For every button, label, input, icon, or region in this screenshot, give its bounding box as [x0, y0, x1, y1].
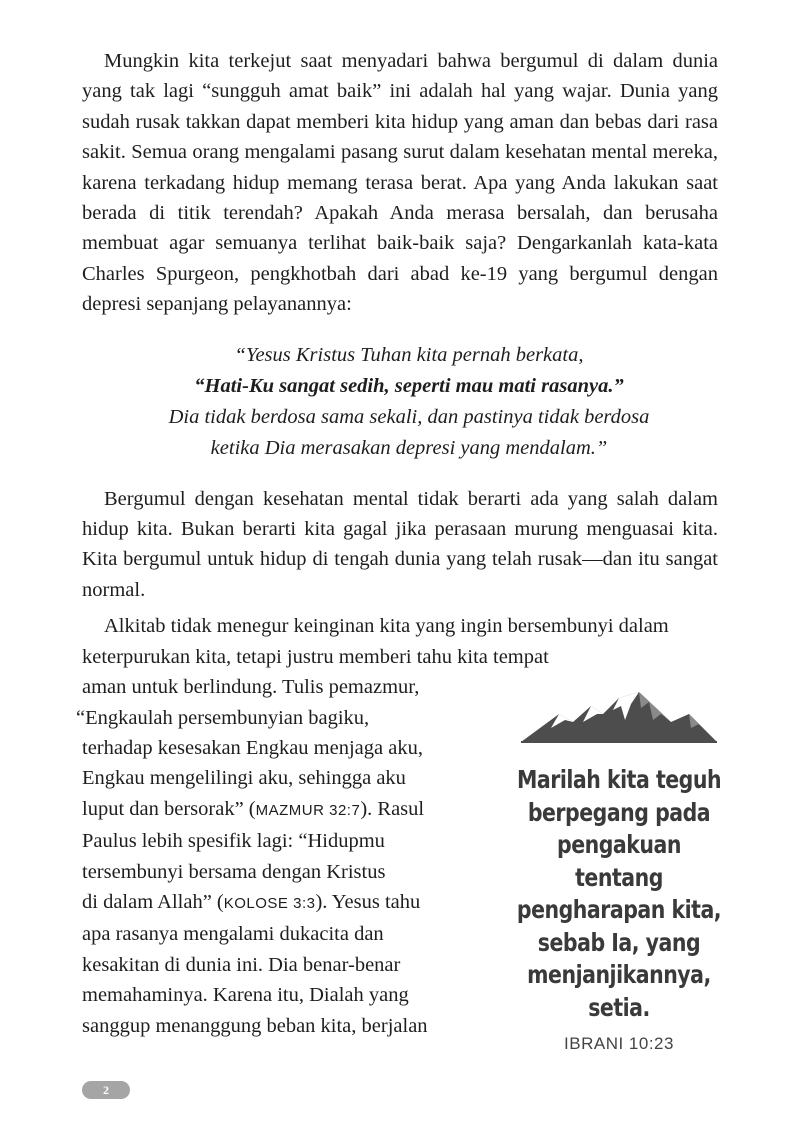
scripture-reference: MAZMUR 32:7	[255, 801, 361, 819]
page-content	[76, 46, 722, 1072]
spurgeon-quote	[82, 340, 718, 464]
callout-line: Marilah kita teguh	[516, 765, 722, 795]
text-line: Engkau mengelilingi aku, sehingga aku	[82, 767, 406, 790]
callout-line: menjanjikannya,	[527, 960, 711, 990]
text-line: Paulus lebih spesifik lagi: “Hidupmu	[82, 830, 385, 853]
quote-line-2: “Hati-Ku sangat sedih, seperti mau mati rasanya.”	[194, 374, 624, 397]
callout-verse-text	[512, 764, 725, 1024]
text-fragment: ). Rasul	[360, 797, 425, 820]
callout-line: sebab Ia, yang	[537, 927, 701, 957]
text-fragment: di dalam Allah” (	[82, 890, 224, 913]
text-line: apa rasanya mengalami dukacita dan	[82, 923, 384, 946]
text-line: sanggup menanggung beban kita, berjalan	[82, 1014, 428, 1037]
text-fragment: ). Yesus tahu	[315, 890, 421, 913]
callout-line: pengharapan kita,	[516, 895, 722, 925]
text-line: kesakitan di dunia ini. Dia benar-benar	[82, 953, 401, 976]
callout-line: setia.	[588, 992, 650, 1022]
text-line: tersembunyi bersama dengan Kristus	[82, 860, 386, 883]
text-line	[82, 887, 492, 919]
callout-reference: IBRANI 10:23	[564, 1034, 674, 1054]
text-fragment: luput dan bersorak” (	[82, 797, 256, 820]
mountains-icon	[521, 692, 717, 744]
wrapped-text-block	[76, 672, 722, 1072]
callout-line: pengakuan tentang	[557, 830, 681, 892]
text-line: memahaminya. Karena itu, Dialah yang	[82, 984, 409, 1007]
text-line: “Engkaulah persembunyian bagiku,	[76, 706, 370, 729]
paragraph-bible-top: Alkitab tidak menegur keinginan kita yang ingin bersembunyi dalam keterpurukan kita, tetapi justru memberi tahu kita tempat	[82, 615, 669, 668]
scripture-reference: KOLOSE 3:3	[223, 894, 316, 912]
verse-callout	[512, 692, 726, 1054]
paragraph-bible-wrapped	[76, 672, 492, 1041]
quote-line-1: “Yesus Kristus Tuhan kita pernah berkata,	[234, 343, 584, 366]
paragraph-intro: Mungkin kita terkejut saat menyadari bahwa bergumul di dalam dunia yang tak lagi “sungguh amat baik” ini adalah hal yang wajar. Dunia yang sudah rusak takkan dapat memberi kita hidup yang aman dan bebas dari rasa sakit. Semua orang mengalami pasang surut dalam kesehatan mental mereka, karena terkadang hidup memang terasa berat. Apa yang Anda lakukan saat berada di titik terendah? Apakah Anda merasa bersalah, dan berusaha membuat agar semuanya terlihat baik-baik saja? Dengarkanlah kata-kata Charles Spurgeon, pengkhotbah dari abad ke-19 yang bergumul dengan depresi sepanjang pelayanannya:	[82, 50, 718, 316]
quote-line-3: Dia tidak berdosa sama sekali, dan pastinya tidak berdosa	[168, 405, 650, 428]
paragraph-mental-health: Bergumul dengan kesehatan mental tidak berarti ada yang salah dalam hidup kita. Bukan berarti kita gagal jika perasaan murung menguasai kita. Kita bergumul untuk hidup di tengah dunia yang telah rusak—dan itu sangat normal.	[82, 487, 718, 601]
text-line: terhadap kesesakan Engkau menjaga aku,	[82, 736, 423, 759]
quote-line-4: ketika Dia merasakan depresi yang mendalam.”	[210, 436, 608, 459]
text-line	[82, 794, 492, 826]
page-number-badge: 2	[82, 1081, 130, 1099]
text-line: aman untuk berlindung. Tulis pemazmur,	[82, 676, 420, 699]
callout-line: berpegang pada	[527, 797, 711, 827]
